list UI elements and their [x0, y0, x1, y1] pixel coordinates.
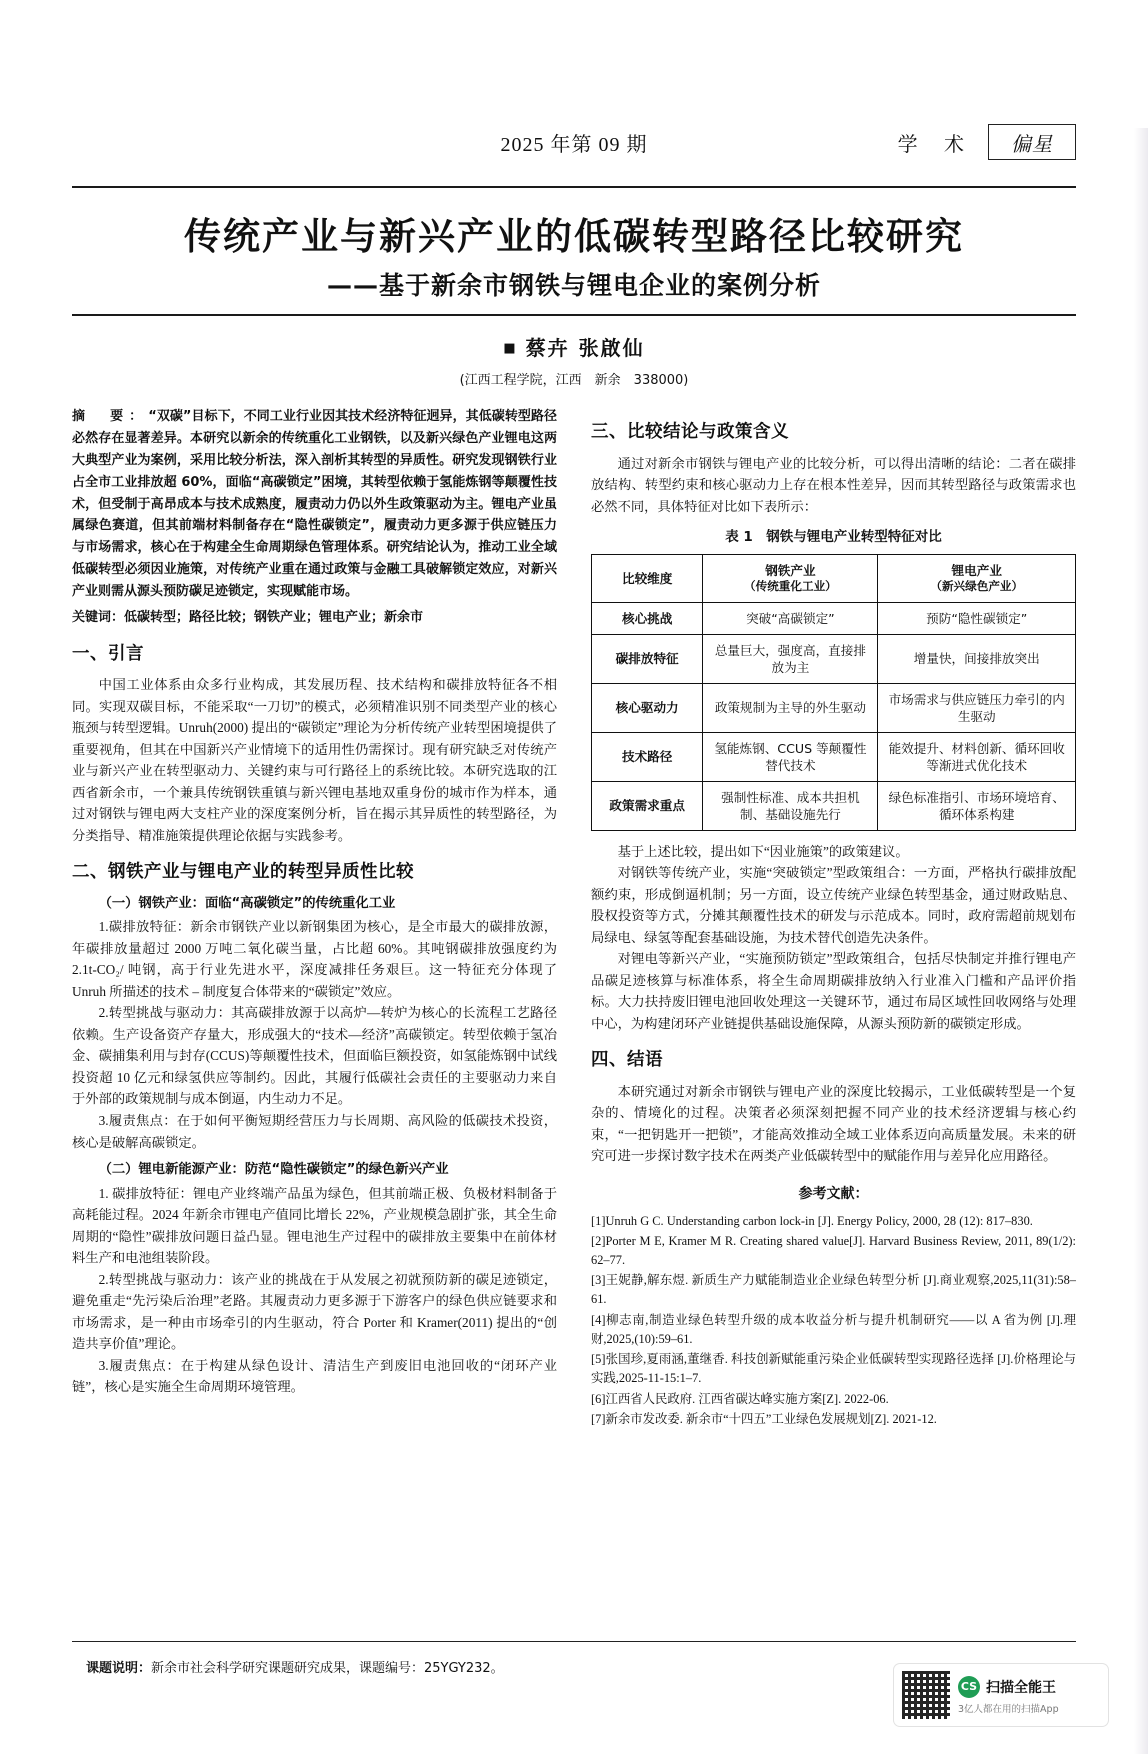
table-cell-steel: 氢能炼钢、CCUS 等颠覆性替代技术 [703, 732, 878, 781]
section-2-heading-1: （一）钢铁产业：面临“高碳锁定”的传统重化工业 [98, 895, 396, 911]
qr-code-icon [902, 1671, 950, 1719]
table-cell-lithium: 市场需求与供应链压力牵引的内生驱动 [878, 683, 1076, 732]
category-label: 学 术 [897, 131, 974, 156]
body-columns [72, 406, 1076, 1430]
table-cell-lithium: 能效提升、材料创新、循环回收等渐进式优化技术 [878, 732, 1076, 781]
section-2-paragraph-6: 3.履责焦点：在于构建从绿色设计、清洁生产到废旧电池回收的“闭环产业链”，核心是实施全生命周期环境管理。 [72, 1357, 557, 1395]
table-cell-dimension: 核心驱动力 [592, 683, 703, 732]
table-cell-dimension: 技术路径 [592, 732, 703, 781]
header-divider [72, 186, 1076, 188]
section-1-title: 一、引言 [72, 643, 144, 664]
section-3-paragraph-3: 对钢铁等传统产业，实施“突破锁定”型政策组合：一方面，严格执行碳排放配额约束，形成倒逼机制；另一方面，设立传统产业绿色转型基金，通过财政贴息、股权投资等方式，分摊其颠覆性技术的研发与示范成本。同时，政府需超前规划布局绿电、绿氢等配套基础设施，为技术替代创造先决条件。 [591, 865, 1076, 945]
reference-item: [4]柳志南,制造业绿色转型升级的成本收益分析与提升机制研究——以 A 省为例 [J].理财,2025,(10):59–61. [591, 1312, 1076, 1346]
table-cell-lithium: 预防“隐性碳锁定” [878, 602, 1076, 634]
table-cell-lithium: 增量快，间接排放突出 [878, 634, 1076, 683]
page-subtitle: ——基于新余市钢铁与锂电企业的案例分析 [326, 271, 821, 301]
right-column [591, 406, 1076, 1430]
comparison-table [591, 554, 1076, 831]
reference-item: [3]王妮静,解东煜. 新质生产力赋能制造业企业绿色转型分析 [J].商业观察,2025,11(31):58–61. [591, 1273, 1076, 1307]
scan-badge-subtitle: 3亿人都在用的扫描App [958, 1703, 1059, 1715]
abstract-block [72, 406, 557, 602]
section-3-paragraph-1: 通过对新余市钢铁与锂电产业的比较分析，可以得出清晰的结论：二者在碳排放结构、转型约束和核心驱动力上存在根本性差异，因而其转型路径与政策需求也必然不同，具体特征对比如下表所示： [591, 455, 1076, 514]
footer-note [86, 1657, 504, 1676]
table-row [592, 781, 1076, 830]
table-header-lithium-label: 锂电产业 [951, 563, 1002, 579]
section-3-paragraph-2: 基于上述比较，提出如下“因业施策”的政策建议。 [617, 843, 909, 859]
table-row [592, 732, 1076, 781]
references-title: 参考文献： [798, 1185, 869, 1202]
table-caption: 表 1 钢铁与锂电产业转型特征对比 [725, 529, 942, 546]
journal-logo: 偏星 [988, 124, 1076, 160]
camscanner-logo-icon: CS [958, 1676, 980, 1698]
page-title: 传统产业与新兴产业的低碳转型路径比较研究 [184, 215, 964, 258]
table-header-steel-sub: （传统重化工业） [744, 579, 837, 594]
header-right-group [898, 124, 1076, 160]
table-cell-steel: 突破“高碳锁定” [703, 602, 878, 634]
section-2-heading-2: （二）锂电新能源产业：防范“隐性碳锁定”的绿色新兴产业 [98, 1162, 449, 1178]
abstract-label: 摘 要： [72, 409, 149, 425]
section-2-paragraph-3: 3.履责焦点：在于如何平衡短期经营压力与长周期、高风险的低碳技术投资，核心是破解高碳锁定。 [72, 1113, 557, 1150]
reference-item: [7]新余市发改委. 新余市“十四五”工业绿色发展规划[Z]. 2021-12. [591, 1411, 937, 1426]
table-row [592, 602, 1076, 634]
table-header-cell-lithium [878, 555, 1076, 603]
table-cell-dimension: 核心挑战 [592, 602, 703, 634]
footer-note-value: 新余市社会科学研究课题研究成果，课题编号：25YGY232。 [151, 1661, 504, 1676]
keywords-text: 低碳转型；路径比较；钢铁产业；锂电产业；新余市 [124, 609, 424, 625]
reference-item: [6]江西省人民政府. 江西省碳达峰实施方案[Z]. 2022-06. [591, 1391, 889, 1406]
table-header-lithium-sub: （新兴绿色产业） [930, 579, 1024, 594]
table-header-steel-label: 钢铁产业 [765, 563, 816, 579]
title-divider [72, 314, 1076, 316]
author-names: 蔡卉 张啟仙 [525, 336, 645, 361]
table-header-row [592, 555, 1076, 603]
table-header-cell-steel [703, 555, 878, 603]
table-cell-steel: 政策规制为主导的外生驱动 [703, 683, 878, 732]
author-bullet-icon: ■ [503, 341, 518, 357]
footer-divider [72, 1641, 1076, 1642]
table-cell-dimension: 政策需求重点 [592, 781, 703, 830]
table-header-cell-dimension [592, 555, 703, 603]
page-header [72, 128, 1076, 180]
section-2-paragraph-2: 2.转型挑战与驱动力：其高碳排放源于以高炉—转炉为核心的长流程工艺路径依赖。生产设备资产存量大，形成强大的“技术—经济”高碳锁定。转型依赖于氢冶金、碳捕集利用与封存(CCUS)等颠覆性技术，但面临巨额投资，如氢能炼钢中试线投资超 10 亿元和绿氢供应等制约。因此，其履行低碳社会责任的主要驱动力来自于外部的政策规制与成本倒逼，内生动力不足。 [72, 1005, 557, 1107]
scan-badge-main-row [958, 1676, 1059, 1698]
section-1-paragraph-1: 中国工业体系由众多行业构成，其发展历程、技术结构和碳排放特征各不相同。实现双碳目标，不能采取“一刀切”的模式，必须精准识别不同类型产业的核心瓶颈与转型逻辑。Unruh(2000) 提出的“碳锁定”理论为分析传统产业转型困境提供了重要视角，但其在中国新兴产业情境下的适用性仍需探讨。现有研究缺乏对传统产业与新兴产业在转型驱动力、关键约束与可行路径上的系统比较。本研究选取的江西省新余市，一个兼具传统钢铁重镇与新兴锂电基地双重身份的城市作为样本，通过对钢铁与锂电两大支柱产业的深度案例分析，旨在揭示其异质性的转型路径，为分类指导、精准施策提供理论依据与实践参考。 [72, 677, 557, 843]
section-2-title: 二、钢铁产业与锂电产业的转型异质性比较 [72, 862, 414, 883]
section-4-paragraph-1: 本研究通过对新余市钢铁与锂电产业的深度比较揭示，工业低碳转型是一个复杂的、情境化的过程。决策者必须深刻把握不同产业的技术经济逻辑与核心约束，“一把钥匙开一把锁”，才能高效推动全域工业体系迈向高质量发展。未来的研究可进一步探讨数字技术在两类产业低碳转型中的赋能作用与差异化应用路径。 [591, 1083, 1076, 1164]
table-row [592, 634, 1076, 683]
section-4-title: 四、结语 [591, 1050, 663, 1071]
title-block [72, 214, 1076, 302]
section-3-paragraph-4: 对锂电等新兴产业，“实施预防锁定”型政策组合，包括尽快制定并推行锂电产品碳足迹核算与标准体系，将全生命周期碳排放纳入行业准入门槛和产品评价指标。大力扶持废旧锂电池回收处理这一关键环节，通过布局区域性回收网络与处理中心，为构建闭环产业链提供基础设施保障，从源头预防新的碳锁定形成。 [591, 951, 1076, 1031]
references-list [591, 1212, 1076, 1429]
reference-item: [1]Unruh G C. Understanding carbon lock-in [J]. Energy Policy, 2000, 28 (12): 817–830. [591, 1213, 1033, 1228]
affiliation: (江西工程学院，江西 新余 338000) [459, 373, 689, 389]
footer-note-label: 课题说明： [86, 1661, 152, 1676]
abstract-text: “双碳”目标下，不同工业行业因其技术经济特征迥异，其低碳转型路径必然存在显著差异。本研究以新余的传统重化工业钢铁，以及新兴绿色产业锂电这两大典型产业为案例，采用比较分析法，深入剖析其转型的异质性。研究发现钢铁行业占全市工业排放超 60%，面临“高碳锁定”困境，其转型依赖于氢能炼钢等颠覆性技术，但受制于高昂成本与技术成熟度，履责动力仍以外生政策驱动为主。锂电产业虽属绿色赛道，但其前端材料制备存在“隐性碳锁定”，履责动力更多源于供应链压力与市场需求，核心在于构建全生命周期绿色管理体系。研究结论认为，推动工业全域低碳转型必须因业施策，对传统产业重在通过政策与金融工具破解锁定效应，对新兴产业则需从源头预防碳足迹锁定，实现赋能市场。 [72, 409, 557, 599]
section-2-paragraph-1: 1.碳排放特征：新余市钢铁产业以新钢集团为核心，是全市最大的碳排放源，年碳排放量超过 2000 万吨二氧化碳当量，占比超 60%。其吨钢碳排放强度约为 2.1t-CO₂/ 吨钢，高于行业先进水平，深度减排任务艰巨。这一特征充分体现了 Unruh 所描述的技术 – 制度复合体带来的“碳锁定”效应。 [72, 919, 557, 999]
table-row [592, 683, 1076, 732]
table-cell-dimension: 碳排放特征 [592, 634, 703, 683]
table-cell-steel: 强制性标准、成本共担机制、基础设施先行 [703, 781, 878, 830]
issue-label: 2025 年第 09 期 [500, 134, 648, 156]
scan-badge-title: 扫描全能王 [986, 1679, 1056, 1696]
page [0, 128, 1148, 1754]
reference-item: [2]Porter M E, Kramer M R. Creating shared value[J]. Harvard Business Review, 2011, 89(1/2): 62–77. [591, 1233, 1076, 1268]
author-line [0, 332, 1148, 361]
section-3-title: 三、比较结论与政策含义 [591, 422, 789, 443]
keywords-block [72, 607, 557, 628]
reference-item: [5]张国珍,夏雨涵,董继香. 科技创新赋能重污染企业低碳转型实现路径选择 [J].价格理论与实践,2025-11-15:1–7. [591, 1352, 1076, 1386]
table-header-dimension-label: 比较维度 [621, 570, 673, 586]
table-cell-steel: 总量巨大，强度高，直接排放为主 [703, 634, 878, 683]
scan-watermark-badge [894, 1664, 1108, 1726]
keywords-label: 关键词： [72, 609, 125, 625]
section-2-paragraph-5: 2.转型挑战与驱动力：该产业的挑战在于从发展之初就预防新的碳足迹锁定，避免重走“先污染后治理”老路。其履责动力更多源于下游客户的绿色供应链要求和市场需求，是一种由市场牵引的内生驱动，符合 Porter 和 Kramer(2011) 提出的“创造共享价值”理论。 [72, 1271, 557, 1352]
left-column [72, 406, 557, 1430]
table-cell-lithium: 绿色标准指引、市场环境培育、循环体系构建 [878, 781, 1076, 830]
section-2-paragraph-4: 1. 碳排放特征：锂电产业终端产品虽为绿色，但其前端正极、负极材料制备于高耗能过程。2024 年新余市锂电产值同比增长 22%，产业规模急剧扩张，其全生命周期的“隐性”碳排放问题日益凸显。锂电池生产过程中的碳排放主要集中在前体材料生产和电池组装阶段。 [72, 1185, 557, 1266]
